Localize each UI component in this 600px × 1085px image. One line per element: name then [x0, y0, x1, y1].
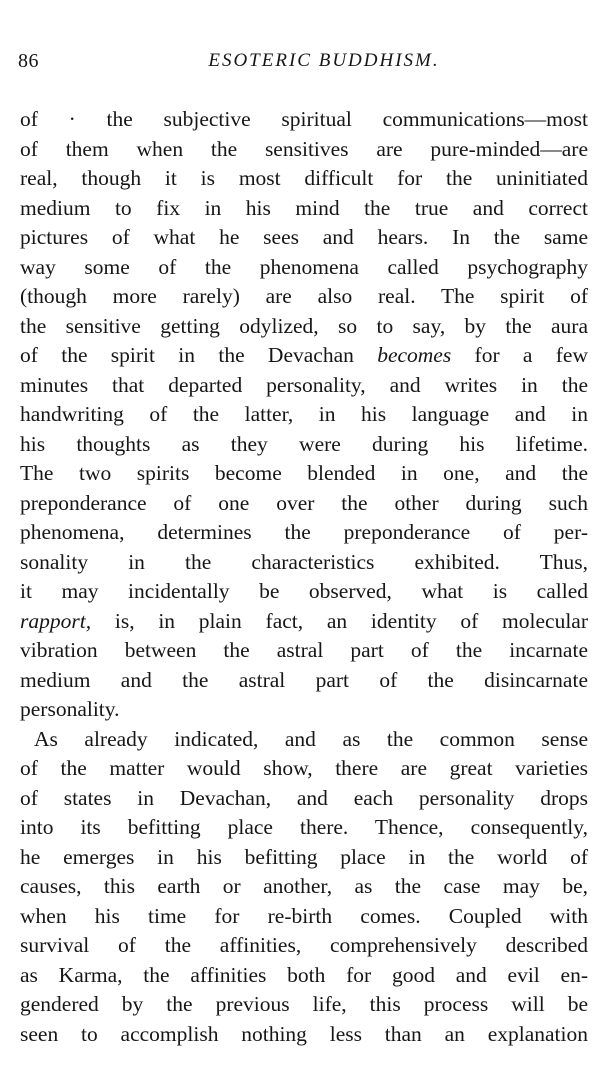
text-line: survival of the affinities, comprehensively described	[20, 933, 588, 957]
text-line: pictures of what he sees and hears. In the same	[20, 225, 588, 249]
text-line: when his time for re-birth comes. Coupled with	[20, 903, 588, 928]
text-line: into its befitting place there. Thence, consequently,	[20, 815, 588, 839]
text-line: sonality in the characteristics exhibited. Thus,	[20, 549, 588, 574]
page-header	[18, 50, 590, 76]
text-fragment: is, in plain fact, an identity of molecular	[91, 608, 588, 633]
text-line: of them when the sensitives are pure-minded—are	[20, 136, 588, 161]
text-fragment: of the spirit in the Devachan	[20, 343, 378, 367]
text-line: it may incidentally be observed, what is called	[20, 579, 588, 603]
text-line: of states in Devachan, and each personality drops	[20, 785, 588, 810]
text-line: as Karma, the affinities both for good and evil en-	[20, 962, 588, 987]
text-line: seen to accomplish nothing less than an explanation	[20, 1021, 588, 1046]
italic-word: becomes	[377, 343, 452, 367]
text-line: the sensitive getting odylized, so to say, by the aura	[20, 313, 588, 338]
text-line: phenomena, determines the preponderance of per-	[20, 520, 588, 544]
text-line: preponderance of one over the other during such	[20, 490, 588, 515]
text-line: (though more rarely) are also real. The spirit of	[20, 284, 588, 308]
text-line	[20, 341, 588, 371]
paragraph-end-line: personality.	[20, 697, 120, 721]
text-line: medium to fix in his mind the true and correct	[20, 195, 588, 220]
paragraph-start-line: As already indicated, and as the common sense	[34, 726, 588, 751]
body-text	[20, 105, 588, 1049]
text-line: of the matter would show, there are great varieties	[20, 756, 588, 780]
page-number: 86	[18, 50, 39, 72]
text-line: way some of the phenomena called psychography	[20, 254, 588, 279]
text-line: causes, this earth or another, as the case may be,	[20, 874, 588, 898]
text-line: minutes that departed personality, and writes in the	[20, 372, 588, 397]
text-line: gendered by the previous life, this process will be	[20, 992, 588, 1016]
text-line: he emerges in his befitting place in the world of	[20, 844, 588, 869]
text-line: his thoughts as they were during his lifetime.	[20, 431, 588, 456]
text-line: handwriting of the latter, in his language and in	[20, 402, 588, 426]
text-line: medium and the astral part of the disincarnate	[20, 667, 588, 692]
text-line: of · the subjective spiritual communications—most	[20, 107, 588, 131]
text-line: The two spirits become blended in one, and the	[20, 461, 588, 485]
running-title: ESOTERIC BUDDHISM.	[208, 50, 440, 71]
text-line	[20, 607, 588, 637]
text-line: vibration between the astral part of the incarnate	[20, 638, 588, 662]
text-line: real, though it is most difficult for the uninitiated	[20, 166, 588, 190]
text-fragment: for a few	[451, 343, 588, 367]
italic-word: rapport,	[20, 608, 92, 633]
